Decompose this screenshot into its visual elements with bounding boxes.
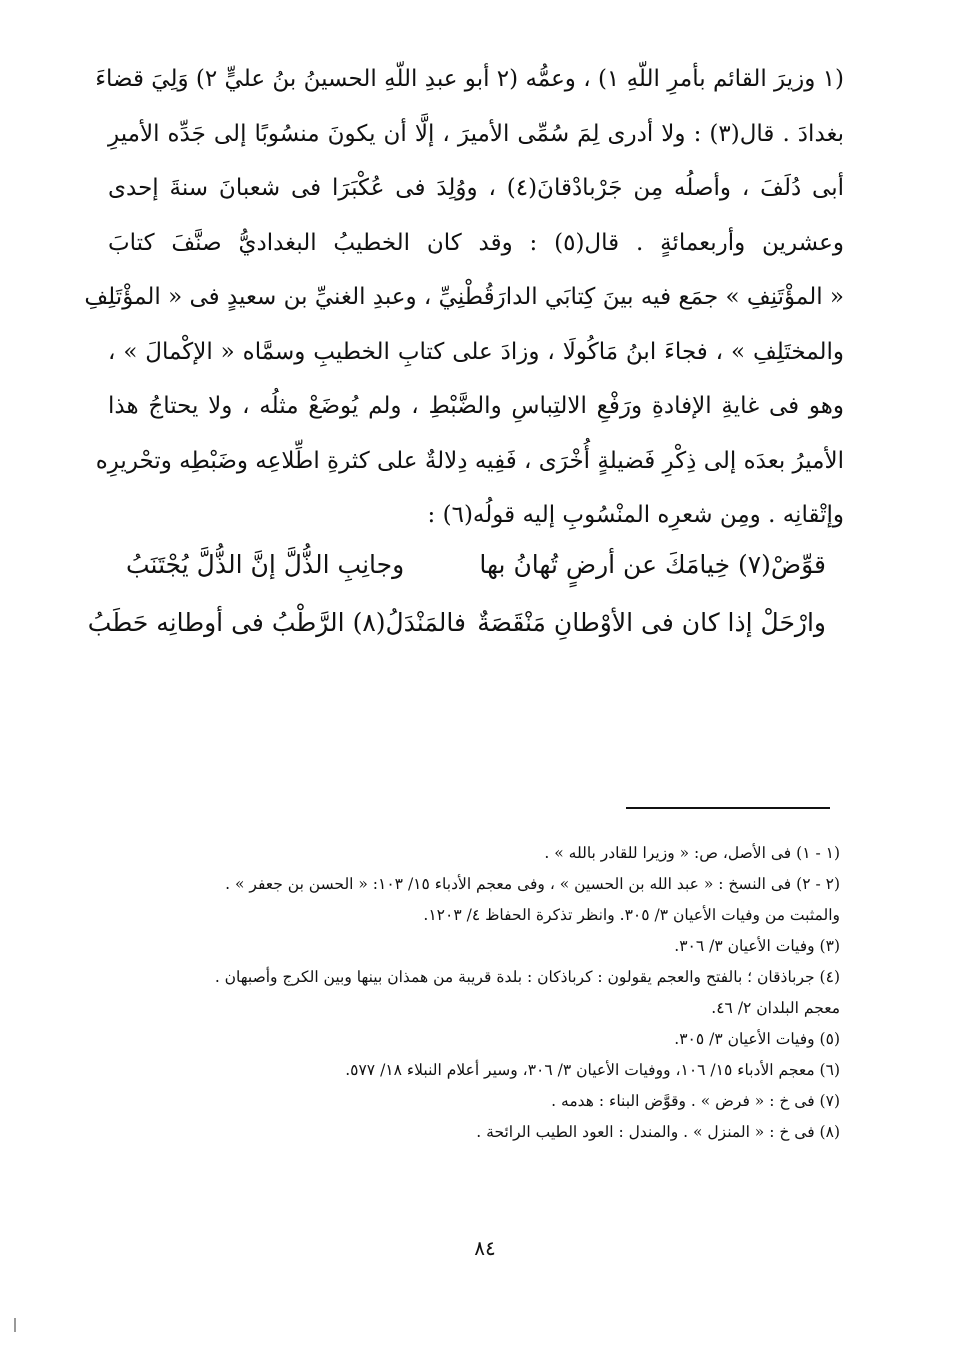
footnote: (٣) وفيات الأعيان ٣/ ٣٠٦. — [674, 937, 840, 955]
footnotes — [120, 838, 840, 1148]
text-line: وهو فى غايةِ الإفادةِ ورَفْعِ الالتِباسِ والضَّبْطِ ، ولم يُوضَعْ مثلُه ، ولا يحتاجُ هذا — [108, 393, 844, 419]
poem-verse — [126, 550, 826, 604]
verse-second-hemistich: وجانِبِ الذُّلَّ إنَّ الذُّلَّ يُجْتَنَبُ — [126, 550, 405, 579]
footnote-separator — [626, 807, 830, 809]
page-number: ٨٤ — [474, 1236, 496, 1260]
footnote: (٥) وفيات الأعيان ٣/ ٣٠٥. — [674, 1030, 840, 1048]
text-line: وعشرين وأربعمائةٍ . قال(٥) : وقد كان الخطيبُ البغداديُّ صنَّفَ كتابَ — [108, 229, 844, 256]
verse-first-hemistich: وارْحَلْ إذا كان فى الأوْطانِ مَنْقَصَةٌ — [477, 608, 826, 637]
text-line: « المؤْتَنِفِ » جمَع فيه بينَ كِتابَي الدارَقُطْنِيِّ ، وعبدِ الغنيِّ بن سعيدٍ فى « المؤْتَلِفِ — [84, 284, 844, 310]
footnote-continuation: والمثبت من وفيات الأعيان ٣/ ٣٠٥. وانظر تذكرة الحفاظ ٤/ ١٢٠٣. — [423, 906, 840, 924]
main-text — [84, 52, 845, 543]
footnote-continuation: معجم البلدان ٢/ ٤٦. — [711, 999, 840, 1017]
footnote: (١ - ١) فى الأصل، ص: « وزيرا للقادر بالله » . — [544, 844, 840, 862]
text-line: أبى دُلَفَ ، وأصلُه مِن جَرْبادْقانَ(٤) ، ووُلِدَ فى عُكْبَرَا فى شعبانَ سنةَ إحدى — [108, 175, 845, 201]
footnote: (٨) فى خ : « المنزل » . والمندل : العود الطيب الرائحة . — [476, 1123, 840, 1141]
text-line: (١ وزيرَ القائم بأمرِ اللّهِ ١) ، وعمُّه (٢ أبو عبدِ اللّهِ الحسينُ بنُ عليٍّ ٢) وَلِيَ قضاءَ — [95, 66, 844, 92]
text-line: وإتْقانِه . ومِن شعرِه المنْسُوبِ إليه قولُه(٦) : — [427, 502, 844, 528]
footnote: (٦) معجم الأدباء ١٥/ ١٠٦، ووفيات الأعيان ٣/ ٣٠٦، وسير أعلام النبلاء ١٨/ ٥٧٧. — [345, 1061, 840, 1079]
text-line: والمختَلِفِ » ، فجاءَ ابنُ مَاكُولَا ، وزادَ على كتابِ الخطيبِ وسمَّاه « الإكْمالَ » ، — [108, 338, 844, 365]
poem-verse — [87, 608, 826, 662]
verse-second-hemistich: فالمَنْدَلُ(٨) الرَّطْبُ فى أوطانِه حَطَبُ — [87, 608, 466, 637]
footnote: (٢ - ٢) فى النسخ : « عبد الله بن الحسين » ، وفى معجم الأدباء ١٥/ ١٠٣: « الحسن بن جعفر » . — [225, 875, 840, 893]
footnote: (٤) جرباذقان ؛ بالفتح والعجم يقولون : كرباذكان : بلدة قريبة من همذان بينها وبين الكرج وأصبهان . — [214, 968, 840, 986]
footnote: (٧) فى خ : « فرض » . وقوَّض البناء : هدمه . — [551, 1092, 840, 1110]
text-line: الأميرُ بعدَه إلى ذِكْرِ فَضيلةٍ أُخْرَى ، فَفِيه دِلالةٌ على كثرةِ اطِّلاعِه وضَبْطِه وتحْريرِه — [95, 447, 844, 474]
scan-margin-mark — [14, 1318, 16, 1332]
verse-first-hemistich: قوِّضْ(٧) خِيامَكَ عن أرضٍ تُهانُ بها — [479, 550, 826, 579]
text-line: بغدادَ . قال(٣) : ولا أدرى لِمَ سُمِّى الأميرَ ، إلَّا أن يكونَ منسُوبًا إلى جَدِّه الأميرِ — [108, 120, 845, 147]
